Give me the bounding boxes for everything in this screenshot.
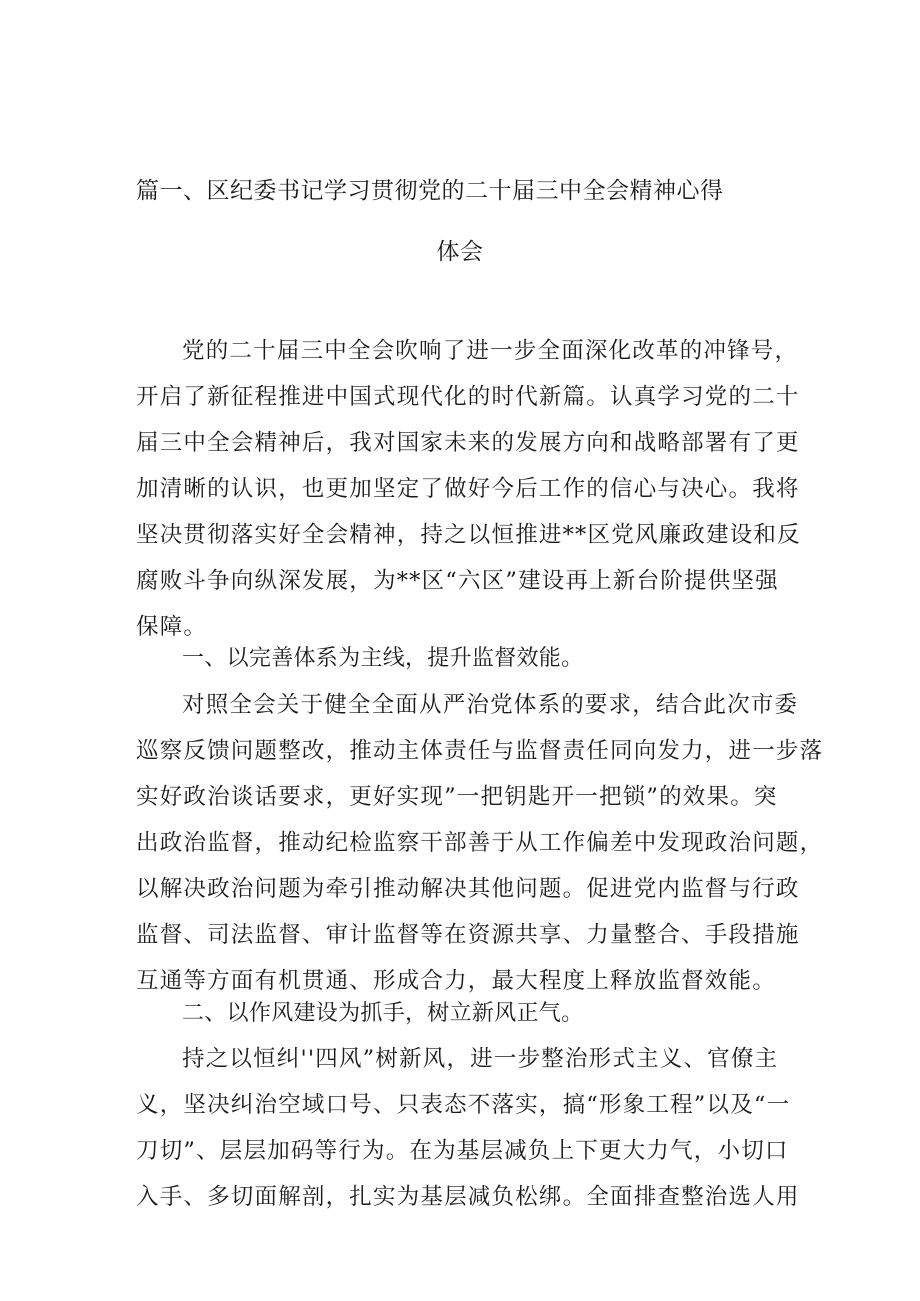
section-1-line-4: 出政治监督，推动纪检监察干部善于从工作偏差中发现政治问题， — [136, 830, 824, 856]
intro-line-5: 坚决贯彻落实好全会精神，持之以恒推进**区党风廉政建设和反 — [136, 522, 801, 548]
intro-line-7: 保障。 — [136, 614, 208, 640]
section-1-line-2: 巡察反馈问题整改，推动主体责任与监督责任同向发力，进一步落 — [136, 738, 824, 764]
section-1-line-5: 以解决政治问题为牵引推动解决其他问题。促进党内监督与行政 — [136, 876, 800, 902]
document-title-line-1: 篇一、区纪委书记学习贯彻党的二十届三中全会精神心得 — [136, 178, 724, 204]
intro-line-4: 加清晰的认识，也更加坚定了做好今后工作的信心与决心。我将 — [136, 476, 800, 502]
intro-line-6: 腐败斗争向纵深发展，为**区“六区”建设再上新台阶提供坚强 — [136, 568, 779, 594]
section-2-line-3: 刀切”、层层加码等行为。在为基层减负上下更大力气，小切口 — [136, 1138, 789, 1164]
section-2-line-1: 持之以恒纠''四风”树新风，进一步整治形式主义、官僚主 — [182, 1046, 779, 1072]
section-1-heading: 一、以完善体系为主线，提升监督效能。 — [182, 646, 584, 671]
document-title-line-2: 体会 — [436, 239, 484, 265]
intro-line-2: 开启了新征程推进中国式现代化的时代新篇。认真学习党的二十 — [136, 384, 800, 410]
section-1-line-6: 监督、司法监督、审计监督等在资源共享、力量整合、手段措施 — [136, 922, 800, 948]
intro-line-1: 党的二十届三中全会吹响了进一步全面深化改革的冲锋号， — [182, 338, 799, 364]
section-1-line-1: 对照全会关于健全全面从严治党体系的要求，结合此次市委 — [182, 692, 799, 718]
intro-line-3: 届三中全会精神后，我对国家未来的发展方向和战略部署有了更 — [136, 430, 800, 456]
section-2-line-2: 义，坚决纠治空域口号、只表态不落实，搞“形象工程”以及“一 — [136, 1092, 791, 1118]
section-2-line-4: 入手、多切面解剖，扎实为基层减负松绑。全面排查整治选人用 — [136, 1184, 800, 1210]
section-1-line-7: 互通等方面有机贯通、形成合力，最大程度上释放监督效能。 — [136, 968, 776, 994]
section-2-heading: 二、以作风建设为抓手，树立新风正气。 — [182, 1001, 584, 1026]
section-1-line-3: 实好政治谈话要求，更好实现”一把钥匙开一把锁”的效果。突 — [136, 784, 778, 810]
